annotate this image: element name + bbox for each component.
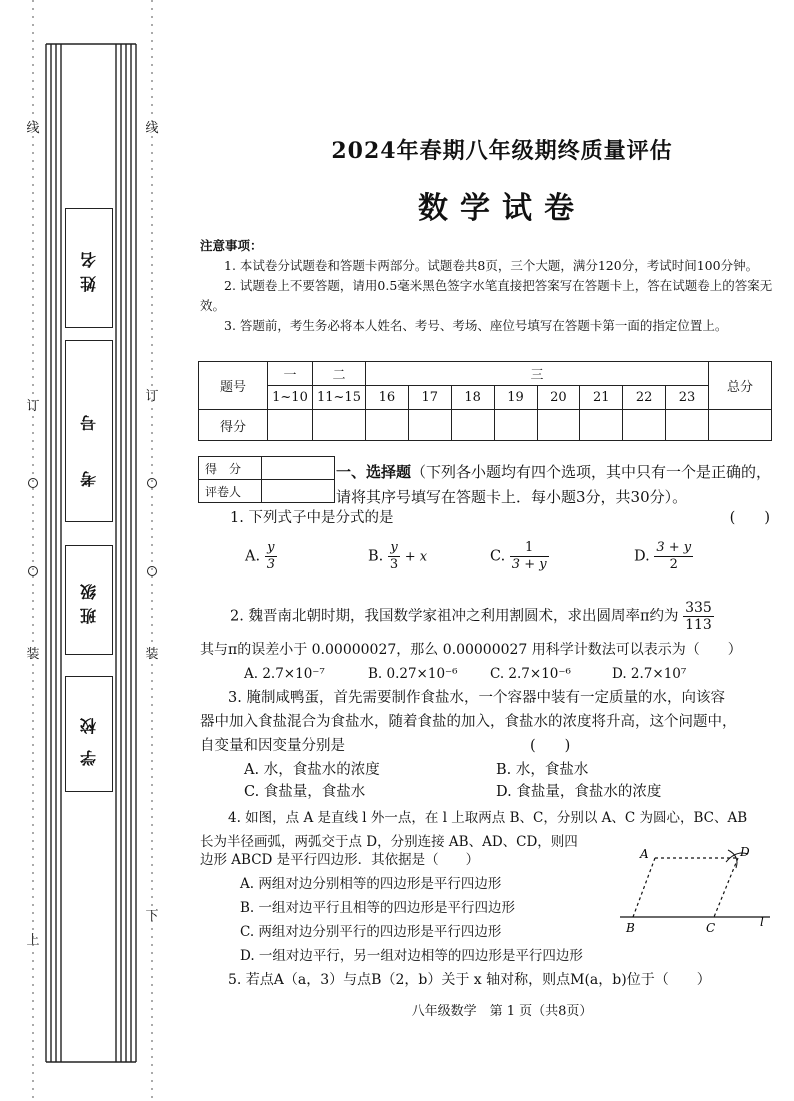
cut-mark-shang: 上 [26, 933, 40, 948]
cut-mark-line: 线 [26, 121, 40, 136]
score-cell[interactable] [268, 410, 313, 441]
question-5: 5. 若点A（a，3）与点B（2，b）关于 x 轴对称，则点M(a，b)位于（ ） [228, 972, 711, 988]
col-header: 11~15 [313, 386, 366, 410]
col-header: 16 [366, 386, 409, 410]
school-label: 学校 [79, 702, 99, 766]
col-header: 20 [537, 386, 580, 410]
q1-option-letter: C. [490, 548, 506, 565]
q1-d-denominator: 2 [669, 557, 678, 572]
q4-line3: 边形 ABCD 是平行四边形．其依据是（ ） [200, 852, 480, 868]
col-header: 21 [580, 386, 623, 410]
question-2 [230, 600, 780, 633]
notes-heading: 注意事项： [200, 238, 263, 253]
class-label: 班级 [79, 576, 99, 624]
notes-section [200, 236, 775, 336]
q4-parallelogram-figure [610, 838, 780, 938]
section1-heading [336, 460, 776, 510]
section-grader-table [198, 456, 335, 503]
q1-option-b[interactable] [368, 540, 427, 573]
exam-title: 2024年春期八年级期终质量评估 [331, 138, 673, 164]
q4-option-b[interactable]: B. 一组对边平行且相等的四边形是平行四边形 [240, 900, 516, 916]
score-cell[interactable] [623, 410, 666, 441]
label-c: C [706, 921, 716, 935]
note-item: 2. 试题卷上不要答题，请用0.5毫米黑色签字水笔直接把答案写在答题卡上，答在试题卷上的答案无效。 [200, 278, 773, 313]
school-field[interactable] [65, 676, 113, 792]
q4-option-c[interactable]: C. 两组对边分别平行的四边形是平行四边形 [240, 924, 502, 940]
q2-pi-denominator: 113 [685, 617, 712, 633]
q1-answer-paren: ( ) [729, 510, 770, 526]
grader-cell[interactable] [262, 480, 335, 503]
label-b: B [626, 921, 635, 935]
score-cell[interactable] [580, 410, 623, 441]
section1-desc: （下列各小题均有四个选项，其中只有一个是正确的，请将其序号填写在答题卡上．每小题3分，共30分）。 [336, 463, 772, 506]
q1-b-numerator: y [388, 540, 400, 557]
q1-c-numerator: 1 [510, 540, 549, 557]
q4-option-d[interactable]: D. 一组对边平行，另一组对边相等的四边形是平行四边形 [240, 948, 583, 964]
segment-ab [633, 858, 655, 917]
q3-option-c[interactable]: C. 食盐量，食盐水 [244, 784, 366, 800]
cut-mark-ding-right: 订 [145, 389, 159, 404]
cut-mark-ding: 订 [26, 399, 40, 414]
binding-hole-circle [28, 478, 38, 488]
q1-b-denominator: 3 [389, 557, 399, 572]
q2-stem: 2. 魏晋南北朝时期，我国数学家祖冲之利用割圆术，求出圆周率π约为 [230, 608, 679, 625]
q3-line1: 3. 腌制咸鸭蛋，首先需要制作食盐水，一个容器中装有一定质量的水，向该容 [228, 690, 725, 706]
score-cell[interactable] [666, 410, 709, 441]
col-header: 18 [451, 386, 494, 410]
section1-title: 一、选择题 [336, 463, 412, 481]
cut-mark-zhuang-right: 装 [145, 647, 159, 662]
binding-hole-circle [147, 566, 157, 576]
name-label: 姓名 [79, 244, 99, 292]
cut-mark-xia: 下 [145, 909, 159, 924]
col-header: 17 [408, 386, 451, 410]
q4-option-a[interactable]: A. 两组对边分别相等的四边形是平行四边形 [240, 876, 502, 892]
note-item: 1. 本试卷分试题卷和答题卡两部分。试题卷共8页，三个大题，满分120分，考试时间100分钟。 [224, 258, 759, 273]
name-field[interactable] [65, 208, 113, 328]
q2-line2: 其与π的误差小于 0.00000027，那么 0.00000027 用科学计数法可以表示为（ ） [200, 642, 742, 658]
note-item: 3. 答题前，考生务必将本人姓名、考号、考场、座位号填写在答题卡第一面的指定位置上。 [224, 318, 728, 333]
q2-pi-numerator: 335 [685, 600, 712, 616]
label-d: D [740, 845, 750, 859]
score-row-label: 得分 [199, 410, 268, 441]
exam-subject-title: 数学试卷 [418, 191, 586, 226]
score-cell[interactable] [313, 410, 366, 441]
q1-d-numerator: 3 + y [656, 540, 692, 555]
label-l: l [760, 915, 764, 929]
q2-option-b[interactable]: B. 0.27×10⁻⁶ [368, 666, 458, 682]
q2-option-a[interactable]: A. 2.7×10⁻⁷ [244, 666, 325, 682]
section-header: 三 [366, 362, 709, 386]
q1-option-d[interactable] [634, 540, 693, 573]
q1-stem: 1. 下列式子中是分式的是 [230, 510, 394, 526]
col-header: 22 [623, 386, 666, 410]
section-header: 一 [268, 362, 313, 386]
q1-option-c[interactable] [490, 540, 549, 573]
q1-b-tail: + x [404, 549, 428, 565]
score-table-label-tihao: 题号 [199, 362, 268, 410]
exam-number-field[interactable] [65, 340, 113, 522]
question-1 [230, 506, 770, 530]
binding-margin [0, 0, 200, 1101]
q3-line2: 器中加入食盐混合为食盐水，随着食盐的加入，食盐水的浓度将升高，这个问题中， [200, 714, 737, 730]
label-a: A [640, 847, 649, 861]
score-cell[interactable] [537, 410, 580, 441]
binding-hole-circle [28, 566, 38, 576]
score-table-total: 总分 [709, 362, 772, 410]
grader-score-cell[interactable] [262, 457, 335, 480]
class-field[interactable] [65, 545, 113, 655]
cut-mark-zhuang: 装 [26, 647, 40, 662]
section-header: 二 [313, 362, 366, 386]
col-header: 1~10 [268, 386, 313, 410]
score-cell[interactable] [494, 410, 537, 441]
col-header: 23 [666, 386, 709, 410]
q4-line2: 长为半径画弧，两弧交于点 D，分别连接 AB、AD、CD，则四 [200, 834, 578, 850]
q1-a-denominator: 3 [266, 557, 275, 572]
q3-answer-paren: ( ) [530, 738, 571, 754]
binding-hole-circle [147, 478, 157, 488]
grader-label: 评卷人 [199, 480, 262, 503]
q1-c-denominator: 3 + y [511, 557, 547, 572]
score-cell[interactable] [451, 410, 494, 441]
q1-option-letter: B. [368, 548, 384, 565]
q2-option-d[interactable]: D. 2.7×10⁷ [612, 666, 687, 682]
q3-option-b[interactable]: B. 水，食盐水 [496, 762, 589, 778]
q1-option-letter: A. [245, 548, 261, 565]
segment-cd [714, 858, 738, 917]
score-cell[interactable] [366, 410, 409, 441]
cut-mark-line-right: 线 [145, 121, 159, 136]
q2-option-c[interactable]: C. 2.7×10⁻⁶ [490, 666, 571, 682]
q1-option-a[interactable] [245, 540, 277, 573]
q1-option-letter: D. [634, 548, 650, 565]
q1-a-numerator: y [265, 540, 277, 557]
q4-line1: 4. 如图，点 A 是直线 l 外一点，在 l 上取两点 B、C，分别以 A、C 为圆心，BC、AB [228, 810, 748, 826]
page-footer: 八年级数学 第 1 页（共8页） [411, 1004, 593, 1019]
score-cell[interactable] [408, 410, 451, 441]
score-table [198, 361, 772, 441]
q3-option-a[interactable]: A. 水，食盐水的浓度 [244, 762, 380, 778]
q3-option-d[interactable]: D. 食盐量，食盐水的浓度 [496, 784, 662, 800]
exam-number-label: 考号 [79, 375, 99, 487]
col-header: 19 [494, 386, 537, 410]
grader-score-label: 得 分 [199, 457, 262, 480]
score-cell[interactable] [709, 410, 772, 441]
q3-line3: 自变量和因变量分别是 [200, 738, 345, 754]
